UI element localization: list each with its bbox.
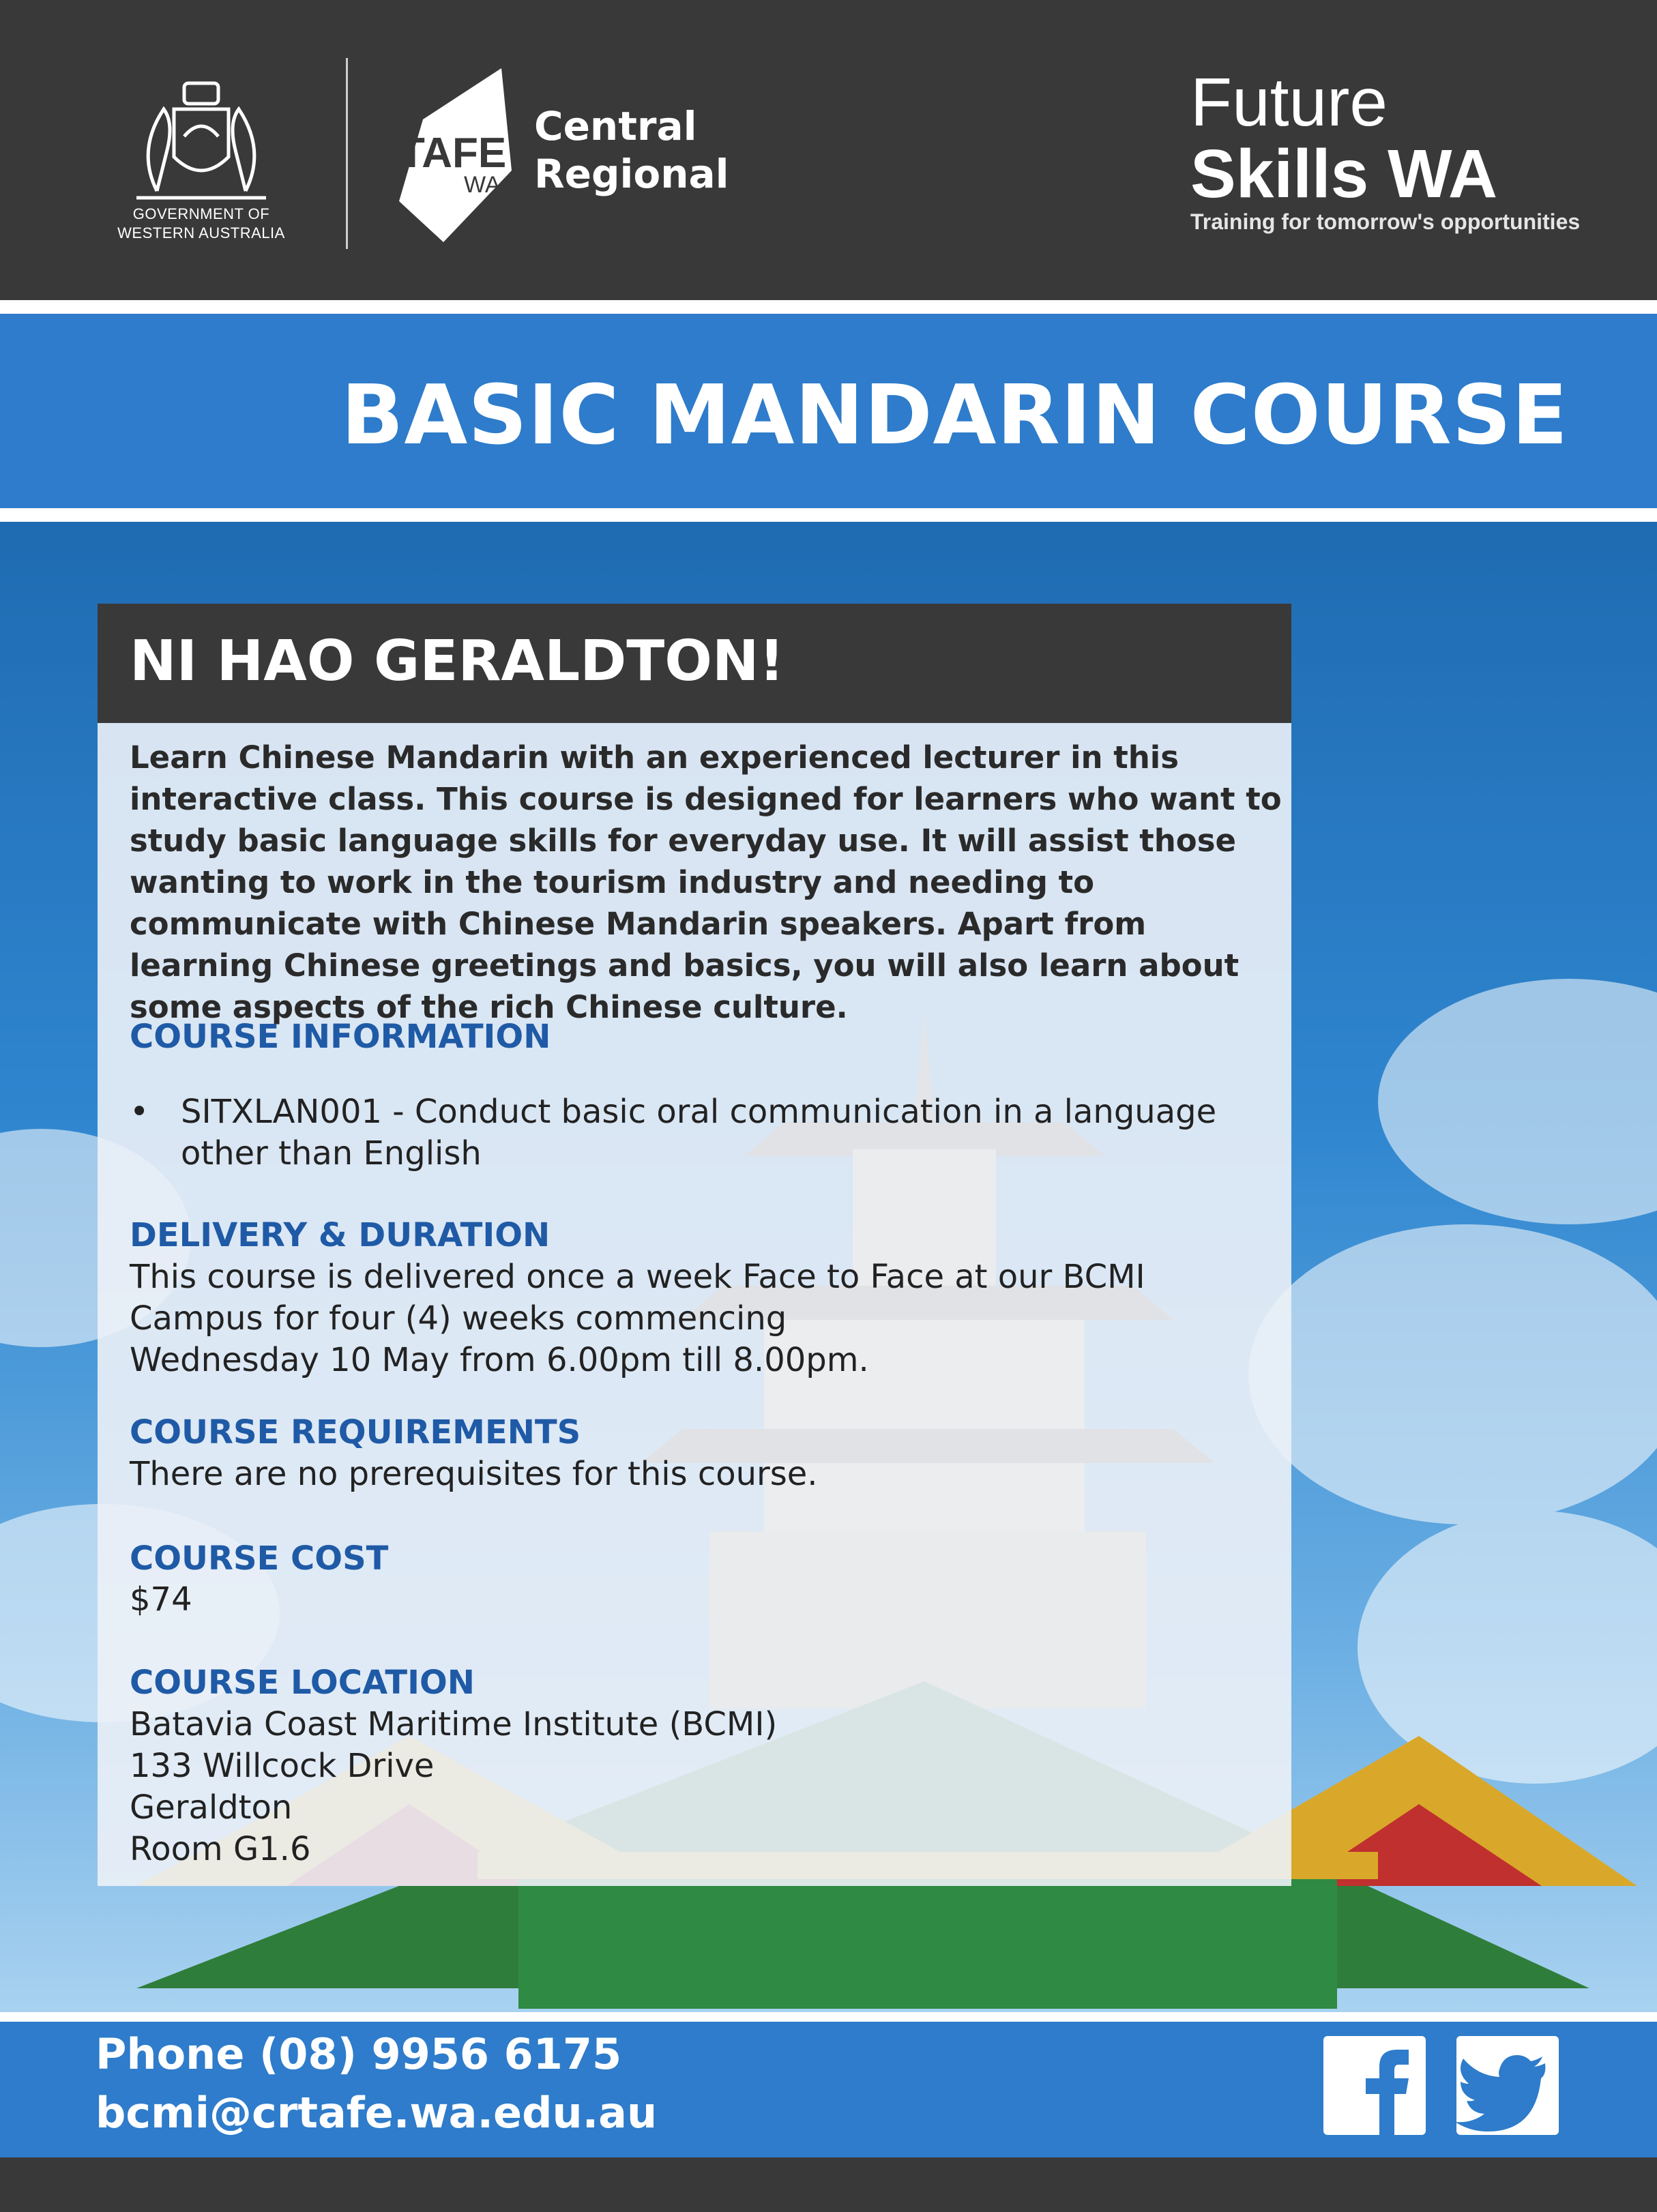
gov-line-1: GOVERNMENT OF <box>132 205 270 222</box>
requirements-text: There are no prerequisites for this course. <box>130 1455 818 1493</box>
government-crest-icon <box>109 68 293 205</box>
location-line-2: 133 Willcock Drive <box>130 1747 435 1785</box>
cost-heading: COURSE COST <box>130 1539 389 1578</box>
gov-line-2: WESTERN AUSTRALIA <box>117 224 285 241</box>
requirements-heading: COURSE REQUIREMENTS <box>130 1413 581 1451</box>
course-title: BASIC MANDARIN COURSE <box>340 368 1568 463</box>
future-skills-tagline: Training for tomorrow's opportunities <box>1190 209 1581 234</box>
location-line-1: Batavia Coast Maritime Institute (BCMI) <box>130 1705 778 1743</box>
intro-paragraph: Learn Chinese Mandarin with an experienced lecturer in this interactive class. This course is designed for learners who want to study basic language skills for everyday use. It will assist those wanting to work in the tourism industry and needing to communicate with Chinese Mandarin speakers. Apart from learning Chinese greetings and basics, you will also learn about some aspects of the rich Chinese culture. <box>130 739 1282 1025</box>
course-information-heading: COURSE INFORMATION <box>130 1018 551 1056</box>
delivery-line-2: Campus for four (4) weeks commencing <box>130 1299 787 1338</box>
tafe-line-2: Regional <box>534 151 729 197</box>
location-line-4: Room G1.6 <box>130 1830 311 1868</box>
future-skills-line-2: Skills WA <box>1190 136 1498 212</box>
facebook-icon[interactable] <box>1323 2036 1426 2135</box>
twitter-bird-glyph <box>1456 2036 1559 2135</box>
tafe-line-1: Central <box>534 103 697 149</box>
phone-number[interactable]: Phone (08) 9956 6175 <box>96 2029 622 2079</box>
unit-line-1: SITXLAN001 - Conduct basic oral communication in a language <box>181 1093 1217 1131</box>
header-bar <box>0 0 1657 300</box>
email-link[interactable]: bcmi@crtafe.wa.edu.au <box>96 2088 658 2138</box>
cost-text: $74 <box>130 1580 192 1619</box>
tafe-logo-main: TAFE <box>399 130 507 177</box>
location-heading: COURSE LOCATION <box>130 1664 475 1702</box>
tafe-logo <box>399 68 512 242</box>
location-line-3: Geraldton <box>130 1788 293 1827</box>
twitter-icon[interactable] <box>1456 2036 1559 2135</box>
tafe-name <box>534 102 729 198</box>
delivery-line-1: This course is delivered once a week Face to Face at our BCMI <box>130 1258 1145 1296</box>
delivery-heading: DELIVERY & DURATION <box>130 1216 551 1254</box>
white-stripe <box>0 508 1657 522</box>
tafe-logo-sub: WA <box>464 172 501 198</box>
unit-line-2: other than English <box>181 1134 482 1173</box>
header-divider <box>346 58 348 249</box>
delivery-line-3: Wednesday 10 May from 6.00pm till 8.00pm. <box>130 1341 869 1379</box>
future-skills-line-1: Future <box>1190 64 1388 141</box>
white-stripe <box>0 2012 1657 2022</box>
facebook-glyph <box>1323 2036 1426 2135</box>
government-name <box>96 205 307 243</box>
bottom-strip <box>0 2157 1657 2212</box>
card-heading: NI HAO GERALDTON! <box>130 629 784 694</box>
bullet-point-icon: • <box>130 1093 149 1131</box>
white-stripe <box>0 300 1657 314</box>
